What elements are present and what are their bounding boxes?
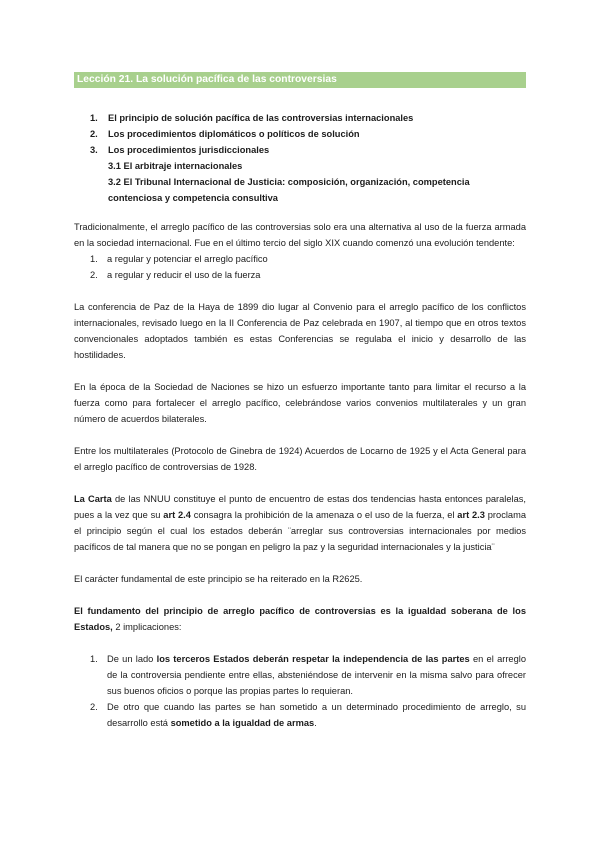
toc-item	[74, 126, 526, 142]
paragraph-text: proclama el principio según el cual los estados deberán ¨arreglar sus controversias internacionales por medios pacíficos de tal manera que no se pongan en peligro la paz y la seguridad internacionales y la justicia¨	[74, 510, 526, 552]
bold-text: los terceros Estados deberán respetar la independencia de las partes	[156, 654, 470, 664]
list-item	[74, 267, 526, 283]
bold-text: art 2.3	[457, 510, 485, 520]
list-item-number: 2.	[90, 270, 98, 280]
paragraph-text: consagra la prohibición de la amenaza o el uso de la fuerza, el	[190, 510, 458, 520]
list-item	[74, 251, 526, 267]
toc-item-label: Los procedimientos jurisdiccionales	[108, 145, 270, 155]
carta-paragraph	[74, 491, 526, 555]
sdn-paragraph: En la época de la Sociedad de Naciones se hizo un esfuerzo importante tanto para limitar el recurso a la fuerza como para fortalecer el arreglo pacífico, celebrándose varios convenios multilaterales y un gran número de acuerdos bilaterales.	[74, 382, 526, 424]
toc-subitem: 3.2 El Tribunal Internacional de Justicia: composición, organización, competencia contenciosa y competencia consultiva	[108, 177, 470, 203]
list-item-text: a regular y reducir el uso de la fuerza	[107, 270, 261, 280]
haya-paragraph: La conferencia de Paz de la Haya de 1899 dio lugar al Convenio para el arreglo pacífico de los conflictos internacionales, revisado luego en la II Conferencia de Paz celebrada en 1907, al tiempo que en otros textos convencionales adoptados también es estas Conferencias se regulaba el inicio y desarrollo de las hostilidades.	[74, 302, 526, 360]
r2625-paragraph: El carácter fundamental de este principio se ha reiterado en la R2625.	[74, 574, 363, 584]
document-body	[74, 219, 526, 731]
evolution-list	[74, 251, 526, 283]
toc-item-number: 1.	[90, 113, 98, 123]
toc-item-number: 3.	[90, 145, 98, 155]
toc-item	[74, 142, 526, 158]
lesson-title: Lección 21. La solución pacífica de las controversias	[74, 72, 526, 88]
fundamento-paragraph	[74, 603, 526, 635]
paragraph-text: 2 implicaciones:	[112, 622, 182, 632]
list-item-text: en el arreglo de la controversia pendiente entre ellas, absteniéndose de intervenir en la misma salvo para ofrecer sus buenos oficios o porque las propias partes lo requieran.	[107, 654, 527, 696]
bold-text: sometido a la igualdad de armas	[170, 718, 315, 728]
toc-item-number: 2.	[90, 129, 98, 139]
toc-item-label: El principio de solución pacífica de las controversias internacionales	[108, 113, 414, 123]
bold-text: El fundamento del principio de arreglo pacífico de controversias es la igualdad soberana de los Estados,	[74, 606, 526, 632]
implications-list	[74, 651, 526, 731]
multilateral-paragraph: Entre los multilaterales (Protocolo de Ginebra de 1924) Acuerdos de Locarno de 1925 y el Acta General para el arreglo pacífico de controversias de 1928.	[74, 446, 526, 472]
bold-text: La Carta	[74, 494, 112, 504]
table-of-contents	[74, 110, 526, 206]
list-item-number: 1.	[90, 654, 98, 664]
toc-item	[74, 110, 526, 126]
list-item-text: De un lado	[107, 654, 157, 664]
list-item	[74, 651, 526, 699]
intro-paragraph: Tradicionalmente, el arreglo pacífico de las controversias solo era una alternativa al uso de la fuerza armada en la sociedad internacional. Fue en el último tercio del siglo XIX cuando comenzó una evolución tendente:	[74, 222, 526, 248]
list-item-number: 2.	[90, 702, 98, 712]
toc-item-label: Los procedimientos diplomáticos o políticos de solución	[108, 129, 360, 139]
list-item-text: .	[314, 718, 317, 728]
list-item	[74, 699, 526, 731]
bold-text: art 2.4	[163, 510, 191, 520]
list-item-text: a regular y potenciar el arreglo pacífico	[107, 254, 268, 264]
toc-subitem: 3.1 El arbitraje internacionales	[108, 161, 243, 171]
paragraph-text: de las NNUU constituye el punto de encuentro de estas dos tendencias hasta entonces paralelas, pues a la vez que su	[74, 494, 527, 520]
list-item-text: De otro que cuando las partes se han sometido a un determinado procedimiento de arreglo, su desarrollo está	[107, 702, 526, 728]
list-item-number: 1.	[90, 254, 98, 264]
